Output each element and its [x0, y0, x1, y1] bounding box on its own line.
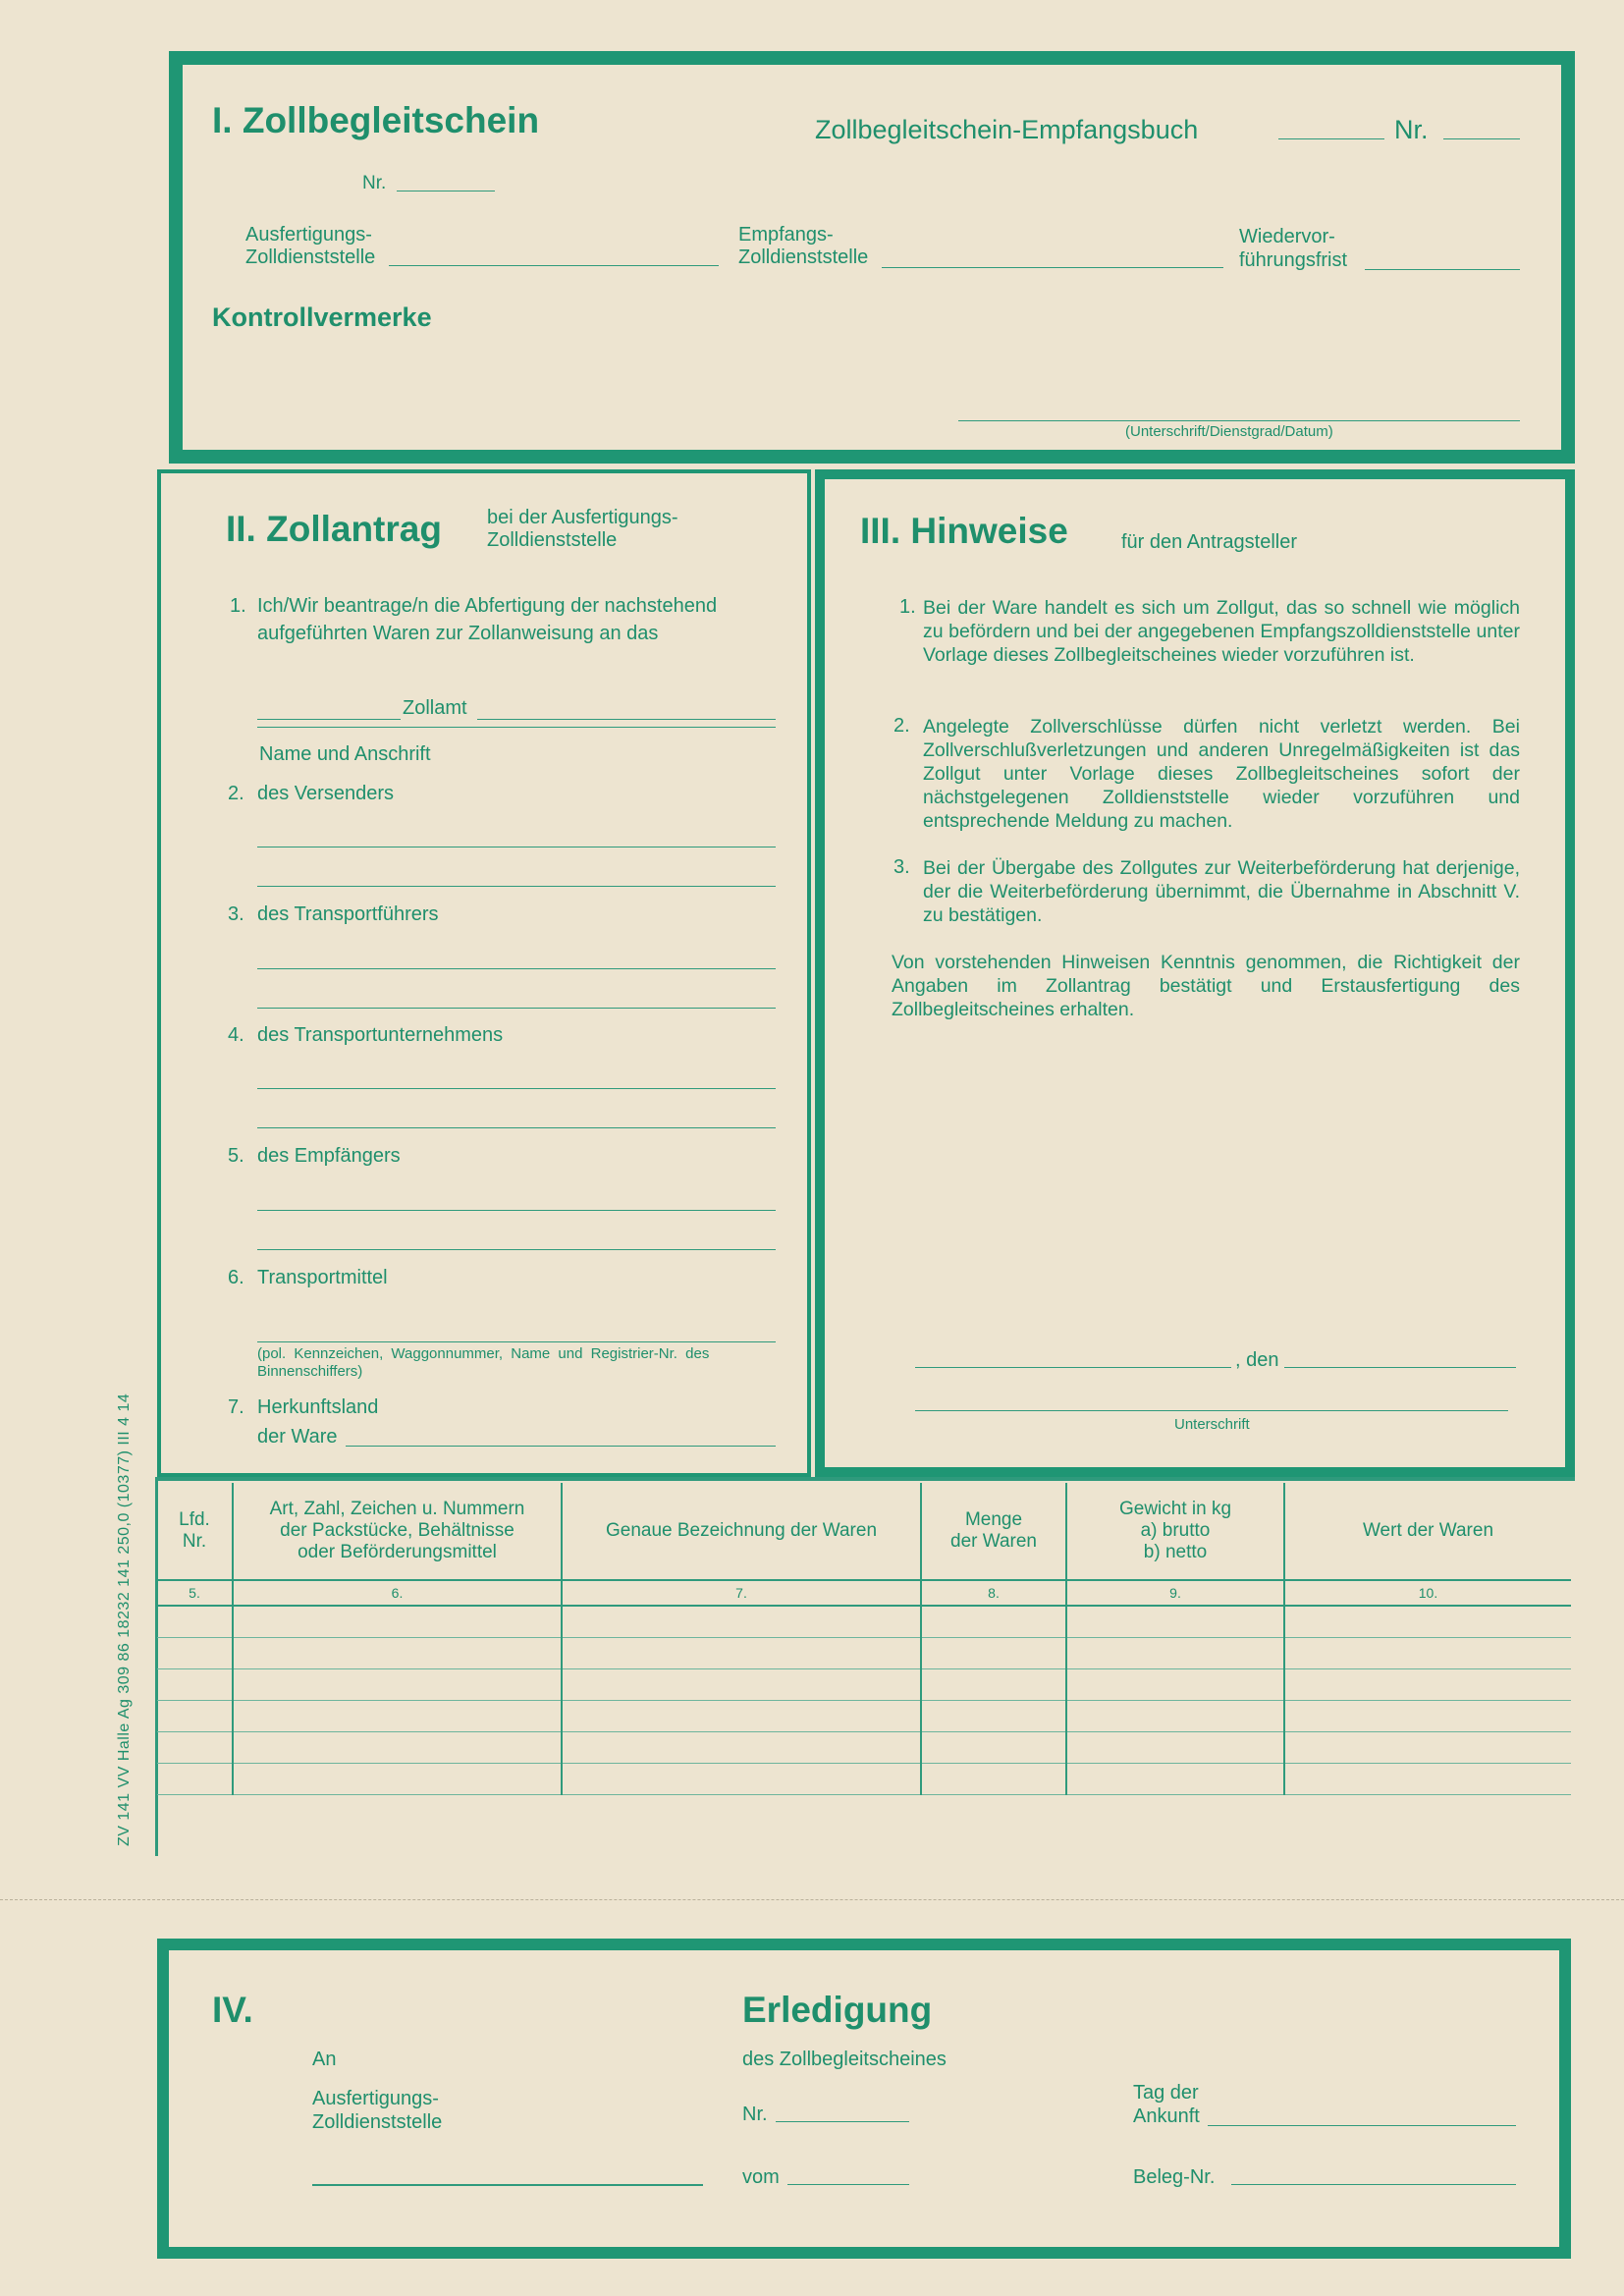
- table-row[interactable]: [157, 1669, 1571, 1701]
- table-cell[interactable]: [233, 1732, 562, 1764]
- beleg-field[interactable]: [1231, 2184, 1516, 2185]
- ausfertigungs-label-iv-1: Ausfertigungs-: [312, 2088, 439, 2109]
- table-cell[interactable]: [562, 1701, 921, 1732]
- table-cell[interactable]: [157, 1701, 233, 1732]
- column-number-6: 6.: [233, 1580, 562, 1606]
- print-imprint: ZV 141 VV Halle Ag 309 86 18232 141 250,0 (10377) III 4 14: [116, 1393, 133, 1846]
- empfangsbuch-nr-label: Nr.: [1394, 115, 1429, 144]
- table-row[interactable]: [157, 1701, 1571, 1732]
- nr-field-iv[interactable]: [776, 2121, 909, 2122]
- zollamt-field-right[interactable]: [477, 719, 776, 720]
- den-label: , den: [1235, 1349, 1279, 1371]
- column-number-7: 7.: [562, 1580, 921, 1606]
- kontroll-signature-line[interactable]: [958, 420, 1520, 421]
- transportunternehmen-field-1[interactable]: [257, 1088, 776, 1089]
- item-1-number: 1.: [230, 595, 246, 617]
- column-number-10: 10.: [1284, 1580, 1571, 1606]
- column-number-8: 8.: [921, 1580, 1066, 1606]
- table-cell[interactable]: [921, 1701, 1066, 1732]
- ausfertigungs-label-1: Ausfertigungs-: [245, 224, 372, 246]
- table-cell[interactable]: [1066, 1764, 1284, 1795]
- table-cell[interactable]: [921, 1638, 1066, 1669]
- section-1-title: I. Zollbegleitschein: [212, 100, 540, 140]
- item-2-number: 2.: [228, 783, 244, 804]
- point-1-number: 1.: [899, 596, 916, 618]
- table-cell[interactable]: [1066, 1732, 1284, 1764]
- empfangs-label-2: Zolldienststelle: [738, 246, 869, 268]
- transportfuehrer-field-2[interactable]: [257, 1008, 776, 1009]
- item-3-number: 3.: [228, 903, 244, 925]
- vom-field[interactable]: [787, 2184, 909, 2185]
- column-number-5: 5.: [157, 1580, 233, 1606]
- item-7-label-2: der Ware: [257, 1426, 338, 1448]
- empfaenger-field-2[interactable]: [257, 1249, 776, 1250]
- ausfertigungs-label-iv-2: Zolldienststelle: [312, 2111, 443, 2133]
- header-menge: Menge der Waren: [921, 1483, 1066, 1580]
- item-6-note-1: (pol. Kennzeichen, Waggonnummer, Name und Registrier-Nr. des: [257, 1345, 710, 1362]
- table-top-border: [155, 1477, 1575, 1481]
- table-cell[interactable]: [157, 1669, 233, 1701]
- item-6-number: 6.: [228, 1267, 244, 1288]
- table-cell[interactable]: [1066, 1701, 1284, 1732]
- section-3-title: III. Hinweise: [860, 511, 1068, 551]
- item-6-label: Transportmittel: [257, 1267, 388, 1288]
- empfangs-field[interactable]: [882, 267, 1223, 268]
- nr-label: Nr.: [362, 173, 387, 193]
- point-3-text: Bei der Übergabe des Zollgutes zur Weiterbeförderung hat derjenige, der die Weiterbeförderung übernimmt, die Übernahme in Abschnitt V. zu bestätigen.: [923, 857, 1520, 926]
- zollamt-field-2[interactable]: [257, 727, 776, 728]
- table-cell[interactable]: [921, 1669, 1066, 1701]
- ausfertigungs-field-iv[interactable]: [312, 2184, 703, 2186]
- table-cell[interactable]: [1284, 1764, 1571, 1795]
- wiedervorfuehrung-label-2: führungsfrist: [1239, 249, 1348, 271]
- table-cell[interactable]: [157, 1606, 233, 1638]
- table-cell[interactable]: [921, 1764, 1066, 1795]
- table-cell[interactable]: [921, 1606, 1066, 1638]
- table-row[interactable]: [157, 1606, 1571, 1638]
- versender-field-2[interactable]: [257, 886, 776, 887]
- zollamt-field-left[interactable]: [257, 719, 401, 720]
- item-1-text-1: Ich/Wir beantrage/n die Abfertigung der nachstehend: [257, 595, 718, 617]
- section-2-frame: [157, 469, 811, 1477]
- signature-caption: Unterschrift: [1174, 1416, 1250, 1433]
- tag-label-2: Ankunft: [1133, 2105, 1200, 2127]
- header-lfd-nr: Lfd. Nr.: [157, 1483, 233, 1580]
- table-cell[interactable]: [233, 1701, 562, 1732]
- table-row[interactable]: [157, 1732, 1571, 1764]
- closing-text: Von vorstehenden Hinweisen Kenntnis genommen, die Richtigkeit der Angaben im Zollantrag bestätigt und Erstausfertigung des Zollbegleitscheines erhalten.: [892, 952, 1520, 1020]
- section-2-subtitle-1: bei der Ausfertigungs-: [487, 507, 678, 528]
- vom-label: vom: [742, 2166, 780, 2188]
- table-cell[interactable]: [157, 1764, 233, 1795]
- ausfertigungs-label-2: Zolldienststelle: [245, 246, 376, 268]
- header-wert: Wert der Waren: [1284, 1483, 1571, 1580]
- section-2-subtitle-2: Zolldienststelle: [487, 529, 618, 551]
- table-cell[interactable]: [562, 1606, 921, 1638]
- item-7-number: 7.: [228, 1396, 244, 1418]
- header-gewicht: Gewicht in kg a) brutto b) netto: [1066, 1483, 1284, 1580]
- goods-table-header-row: [157, 1483, 1571, 1580]
- point-1-text: Bei der Ware handelt es sich um Zollgut, das so schnell wie möglich zu befördern und bei der angegebenen Empfangszolldienststelle unter Vorlage dieses Zollbegleitscheines wieder vorzuführen ist.: [923, 597, 1520, 666]
- item-7-label-1: Herkunftsland: [257, 1396, 379, 1418]
- ausfertigungs-field[interactable]: [389, 265, 719, 266]
- header-bezeichnung: Genaue Bezeichnung der Waren: [562, 1483, 921, 1580]
- item-5-number: 5.: [228, 1145, 244, 1167]
- name-anschrift-label: Name und Anschrift: [259, 743, 431, 765]
- table-cell[interactable]: [562, 1732, 921, 1764]
- table-row[interactable]: [157, 1638, 1571, 1669]
- table-cell[interactable]: [562, 1669, 921, 1701]
- table-cell[interactable]: [233, 1638, 562, 1669]
- item-1-text-2: aufgeführten Waren zur Zollanweisung an das: [257, 623, 659, 644]
- point-2-number: 2.: [893, 715, 910, 737]
- item-5-label: des Empfängers: [257, 1145, 401, 1167]
- transportunternehmen-field-2[interactable]: [257, 1127, 776, 1128]
- wiedervorfuehrung-field[interactable]: [1365, 269, 1520, 270]
- table-cell[interactable]: [1284, 1638, 1571, 1669]
- table-cell[interactable]: [1284, 1669, 1571, 1701]
- table-cell[interactable]: [562, 1764, 921, 1795]
- wiedervorfuehrung-label-1: Wiedervor-: [1239, 226, 1335, 247]
- table-cell[interactable]: [157, 1638, 233, 1669]
- zollamt-label: Zollamt: [403, 697, 467, 719]
- place-field[interactable]: [915, 1367, 1231, 1368]
- goods-table: [157, 1483, 1571, 1795]
- point-2-text: Angelegte Zollverschlüsse dürfen nicht verletzt werden. Bei Zollverschlußverletzungen und anderen Unregelmäßigkeiten ist das Zollgut unter Vorlage dieses Zollbegleitscheines sofort der nächstgelegenen Zolldienststelle wieder vorzuführen und entsprechende Meldung zu machen.: [923, 716, 1520, 832]
- section-3-subtitle: für den Antragsteller: [1121, 531, 1297, 553]
- goods-table-number-row: [157, 1580, 1571, 1606]
- table-row[interactable]: [157, 1764, 1571, 1795]
- empfangsbuch-label: Zollbegleitschein-Empfangsbuch: [815, 115, 1199, 144]
- nr-label-iv: Nr.: [742, 2104, 768, 2125]
- header-packstuecke: Art, Zahl, Zeichen u. Nummern der Packstücke, Behältnisse oder Beförderungsmittel: [233, 1483, 562, 1580]
- kontrollvermerke-heading: Kontrollvermerke: [212, 302, 432, 332]
- table-cell[interactable]: [1066, 1606, 1284, 1638]
- table-cell[interactable]: [1284, 1701, 1571, 1732]
- table-cell[interactable]: [233, 1606, 562, 1638]
- herkunftsland-field[interactable]: [346, 1446, 776, 1447]
- section-4-title: Erledigung: [742, 1990, 933, 2030]
- section-2-title: II. Zollantrag: [226, 509, 442, 549]
- perforation-line: [0, 1899, 1624, 1900]
- empfangs-label-1: Empfangs-: [738, 224, 834, 246]
- item-4-label: des Transportunternehmens: [257, 1024, 504, 1046]
- kontroll-signature-caption: (Unterschrift/Dienstgrad/Datum): [1125, 423, 1333, 440]
- table-cell[interactable]: [562, 1638, 921, 1669]
- empfaenger-field-1[interactable]: [257, 1210, 776, 1211]
- item-6-note-2: Binnenschiffers): [257, 1363, 363, 1380]
- item-4-number: 4.: [228, 1024, 244, 1046]
- an-label: An: [312, 2049, 337, 2070]
- table-cell[interactable]: [1284, 1606, 1571, 1638]
- section-4-subtitle: des Zollbegleitscheines: [742, 2049, 947, 2070]
- table-cell[interactable]: [1066, 1638, 1284, 1669]
- table-cell[interactable]: [233, 1764, 562, 1795]
- ankunft-field[interactable]: [1208, 2125, 1516, 2126]
- table-cell[interactable]: [1284, 1732, 1571, 1764]
- tag-label-1: Tag der: [1133, 2082, 1199, 2104]
- table-cell[interactable]: [921, 1732, 1066, 1764]
- item-3-label: des Transportführers: [257, 903, 439, 925]
- empfangsbuch-nr-field[interactable]: [1443, 138, 1520, 139]
- item-2-label: des Versenders: [257, 783, 394, 804]
- signature-field[interactable]: [915, 1410, 1508, 1411]
- transportfuehrer-field-1[interactable]: [257, 968, 776, 969]
- table-cell[interactable]: [1066, 1669, 1284, 1701]
- beleg-label: Beleg-Nr.: [1133, 2166, 1216, 2188]
- table-cell[interactable]: [157, 1732, 233, 1764]
- point-3-number: 3.: [893, 856, 910, 878]
- section-4-numeral: IV.: [212, 1990, 253, 2030]
- table-cell[interactable]: [233, 1669, 562, 1701]
- transportmittel-field[interactable]: [257, 1341, 776, 1342]
- empfangsbuch-field[interactable]: [1278, 138, 1384, 139]
- date-field[interactable]: [1284, 1367, 1516, 1368]
- column-number-9: 9.: [1066, 1580, 1284, 1606]
